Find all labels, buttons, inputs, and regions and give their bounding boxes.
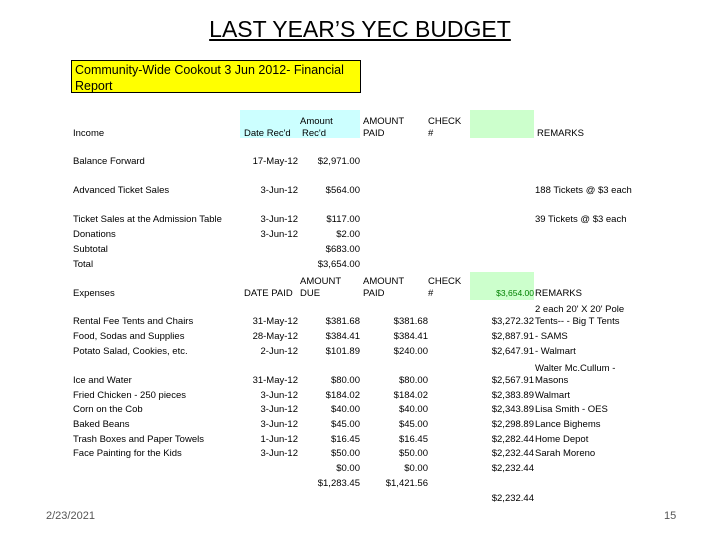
income-remarks: 188 Tickets @ $3 each — [535, 185, 632, 196]
expense-balance: $2,887.91 — [491, 331, 534, 342]
expense-header-label: Expenses — [73, 288, 115, 299]
expense-balance: $2,647.91 — [491, 346, 534, 357]
income-header-amount: Amount — [300, 116, 333, 127]
expense-label: Fried Chicken - 250 pieces — [73, 390, 186, 401]
expense-paid: $80.00 — [398, 375, 428, 386]
expense-paid: $16.45 — [398, 434, 428, 445]
expense-label: Corn on the Cob — [73, 404, 143, 415]
income-amount: $683.00 — [325, 244, 360, 255]
income-header-date: Date Rec'd — [244, 128, 291, 139]
expense-label: Trash Boxes and Paper Towels — [73, 434, 204, 445]
expense-due: $16.45 — [330, 434, 360, 445]
expense-header-balance: $3,654.00 — [496, 288, 534, 298]
footer-date: 2/23/2021 — [46, 510, 95, 522]
expense-remarks: Masons — [535, 375, 569, 386]
expense-due: $381.68 — [325, 316, 360, 327]
expense-due: $80.00 — [330, 375, 360, 386]
expense-remarks: Home Depot — [535, 434, 589, 445]
expense-header-remarks: REMARKS — [535, 288, 582, 299]
expense-balance: $2,343.89 — [491, 404, 534, 415]
expense-header-due: AMOUNT — [300, 276, 342, 287]
expense-remarks: - Walmart — [535, 346, 576, 357]
expense-balance: $2,232.44 — [491, 463, 534, 474]
expense-date: 31-May-12 — [252, 375, 298, 386]
expense-balance: $3,272.32 — [491, 316, 534, 327]
expense-date: 2-Jun-12 — [260, 346, 298, 357]
income-label: Subtotal — [73, 244, 108, 255]
expense-header-paid: AMOUNT — [363, 276, 405, 287]
expense-date: 1-Jun-12 — [260, 434, 298, 445]
expense-date: 28-May-12 — [252, 331, 298, 342]
income-date: 3-Jun-12 — [260, 229, 298, 240]
expense-paid: $384.41 — [393, 331, 428, 342]
expense-paid: $45.00 — [398, 419, 428, 430]
expense-label: Baked Beans — [73, 419, 130, 430]
expense-header-paid-2: PAID — [363, 288, 385, 299]
expense-header-due-2: DUE — [300, 288, 321, 299]
expense-paid: $381.68 — [393, 316, 428, 327]
final-balance: $2,232.44 — [491, 493, 534, 504]
expense-remarks: Lisa Smith - OES — [535, 404, 608, 415]
expense-balance: $2,232.44 — [491, 448, 534, 459]
expense-due: $101.89 — [325, 346, 360, 357]
income-date: 17-May-12 — [252, 156, 298, 167]
expense-paid: $40.00 — [398, 404, 428, 415]
expense-balance: $2,282.44 — [491, 434, 534, 445]
income-header-remarks: REMARKS — [537, 128, 584, 139]
expense-date: 3-Jun-12 — [260, 390, 298, 401]
expense-remarks: Walter Mc.Cullum - — [535, 363, 616, 374]
expense-total-due: $1,283.45 — [317, 478, 360, 489]
expense-due: $50.00 — [330, 448, 360, 459]
page-title: LAST YEAR’S YEC BUDGET — [209, 16, 511, 42]
expense-due: $40.00 — [330, 404, 360, 415]
income-amount: $2.00 — [336, 229, 360, 240]
income-header-paid-2: PAID — [363, 128, 385, 139]
income-header-check: CHECK — [428, 116, 462, 127]
expense-due: $45.00 — [330, 419, 360, 430]
income-header-amount-2: Rec'd — [302, 128, 326, 139]
expense-date: 3-Jun-12 — [260, 448, 298, 459]
income-amount: $564.00 — [325, 185, 360, 196]
expense-date: 31-May-12 — [252, 316, 298, 327]
expense-paid: $50.00 — [398, 448, 428, 459]
expense-balance: $2,567.91 — [491, 375, 534, 386]
expense-label: Food, Sodas and Supplies — [73, 331, 185, 342]
expense-remarks: 2 each 20' X 20' Pole — [535, 304, 625, 315]
expense-balance: $2,298.89 — [491, 419, 534, 430]
expense-remarks: Sarah Moreno — [535, 448, 596, 459]
expense-label: Potato Salad, Cookies, etc. — [73, 346, 188, 357]
expense-due: $184.02 — [325, 390, 360, 401]
expense-balance: $2,383.89 — [491, 390, 534, 401]
expense-paid: $240.00 — [393, 346, 428, 357]
income-header-label: Income — [73, 128, 105, 139]
report-header: Community-Wide Cookout 3 Jun 2012- Financial Report — [71, 60, 361, 93]
income-amount: $3,654.00 — [317, 259, 360, 270]
expense-paid: $0.00 — [404, 463, 428, 474]
income-label: Advanced Ticket Sales — [73, 185, 170, 196]
expense-header-date: DATE PAID — [244, 288, 293, 299]
income-header-green — [470, 110, 534, 138]
expense-label: Face Painting for the Kids — [73, 448, 182, 459]
income-header-check-2: # — [428, 128, 434, 139]
income-date: 3-Jun-12 — [260, 185, 298, 196]
expense-total-paid: $1,421.56 — [385, 478, 428, 489]
expense-date: 3-Jun-12 — [260, 419, 298, 430]
expense-label: Rental Fee Tents and Chairs — [73, 316, 194, 327]
expense-remarks: Lance Bighems — [535, 419, 601, 430]
expense-due: $384.41 — [325, 331, 360, 342]
expense-paid: $184.02 — [393, 390, 428, 401]
income-header-paid: AMOUNT — [363, 116, 405, 127]
expense-header-check: CHECK — [428, 276, 462, 287]
expense-label: Ice and Water — [73, 375, 132, 386]
expense-header-check-2: # — [428, 288, 434, 299]
income-label: Total — [73, 259, 94, 270]
income-date: 3-Jun-12 — [260, 214, 298, 225]
income-label: Balance Forward — [73, 156, 145, 167]
expense-remarks: Tents-- - Big T Tents — [535, 316, 620, 327]
income-amount: $2,971.00 — [317, 156, 360, 167]
income-remarks: 39 Tickets @ $3 each — [535, 214, 627, 225]
expense-remarks: Walmart — [535, 390, 571, 401]
income-label: Donations — [73, 229, 116, 240]
expense-date: 3-Jun-12 — [260, 404, 298, 415]
income-amount: $117.00 — [326, 214, 360, 225]
page-number: 15 — [664, 510, 677, 522]
expense-remarks: - SAMS — [535, 331, 568, 342]
income-label: Ticket Sales at the Admission Table — [73, 214, 222, 225]
expense-due: $0.00 — [336, 463, 360, 474]
